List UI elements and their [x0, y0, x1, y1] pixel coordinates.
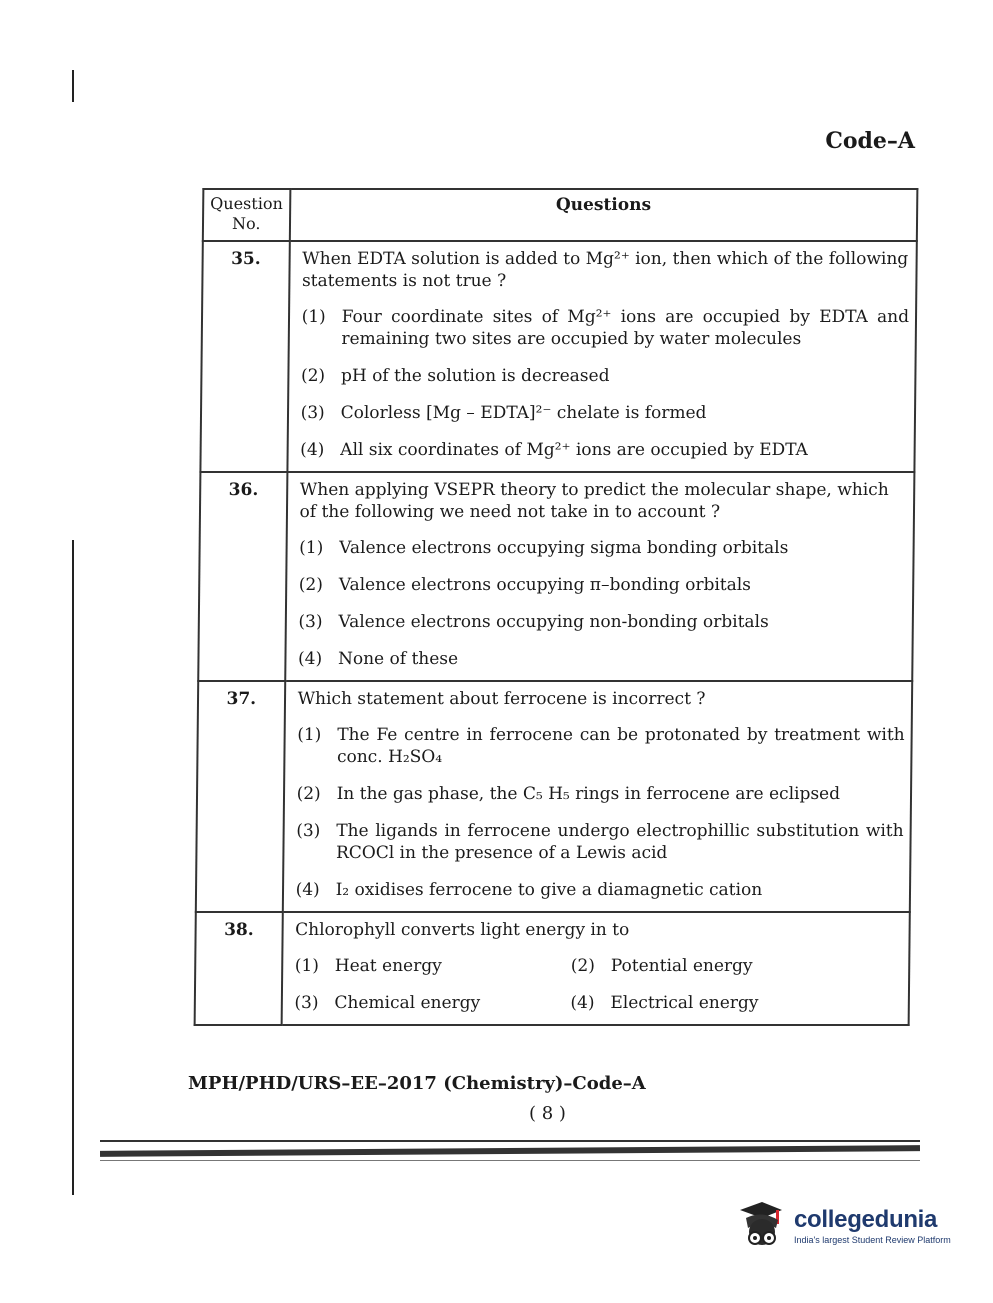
option: (4) I₂ oxidises ferrocene to give a diamagnetic cation — [295, 880, 763, 900]
question-number: 35. — [200, 241, 289, 472]
option: (1) The Fe centre in ferrocene can be protonated by treatment with conc. H₂SO₄ — [297, 725, 905, 767]
option: (2) Valence electrons occupying π–bonding orbitals — [298, 575, 752, 595]
footer-rule-thick — [100, 1145, 920, 1157]
logo-text — [794, 1206, 951, 1245]
options-grid — [294, 955, 902, 1014]
option: (3) The ligands in ferrocene undergo electrophillic substitution with RCOCl in the presence of a Lewis acid — [296, 821, 904, 863]
footer-rule — [100, 1140, 920, 1142]
question-body — [287, 241, 917, 472]
footer-rule-thin — [100, 1160, 920, 1161]
question-row-36 — [198, 472, 914, 681]
column-header-questions: Questions — [289, 189, 917, 241]
question-stem: When EDTA solution is added to Mg²⁺ ion, then which of the following statements is not true ? — [301, 249, 909, 291]
page-number: ( 8 ) — [529, 1103, 566, 1124]
option: (4) All six coordinates of Mg²⁺ ions are occupied by EDTA — [300, 440, 808, 460]
question-number: 36. — [198, 472, 287, 681]
option: (3) Valence electrons occupying non-bonding orbitals — [298, 612, 769, 632]
question-row-38 — [195, 912, 910, 1025]
option: (4) None of these — [297, 649, 459, 669]
question-table — [194, 188, 919, 1026]
option: (3) Colorless [Mg – EDTA]²⁻ chelate is formed — [300, 403, 707, 423]
paper-code: Code–A — [825, 128, 915, 154]
table-header-row — [203, 189, 918, 241]
question-stem: Chlorophyll converts light energy in to — [295, 920, 630, 940]
question-row-37 — [196, 681, 912, 912]
question-body — [285, 472, 915, 681]
option: (4) Electrical energy — [570, 993, 759, 1013]
option: (2) Potential energy — [570, 956, 753, 976]
logo-name: collegedunia — [794, 1205, 938, 1233]
option: (2) pH of the solution is decreased — [300, 366, 610, 386]
option: (1) Four coordinate sites of Mg²⁺ ions are occupied by EDTA and remaining two sites are occupied by water molecules — [301, 307, 910, 349]
option: (2) In the gas phase, the C₅ H₅ rings in ferrocene are eclipsed — [296, 784, 841, 804]
question-stem: Which statement about ferrocene is incorrect ? — [297, 689, 706, 709]
option: (1) Heat energy — [294, 956, 442, 976]
question-row-35 — [200, 241, 916, 472]
column-header-qno: Question No. — [203, 189, 290, 241]
collegedunia-logo — [736, 1198, 951, 1252]
left-margin-line — [72, 70, 74, 102]
question-body — [281, 912, 910, 1025]
question-stem: When applying VSEPR theory to predict the molecular shape, which of the following we need not take in to account ? — [299, 480, 889, 522]
option: (3) Chemical energy — [294, 993, 481, 1013]
mascot-icon — [736, 1198, 786, 1252]
question-number: 37. — [196, 681, 285, 912]
footer-paper-code: MPH/PHD/URS–EE–2017 (Chemistry)–Code–A — [188, 1073, 646, 1094]
option: (1) Valence electrons occupying sigma bonding orbitals — [299, 538, 789, 558]
logo-tagline: India's largest Student Review Platform — [794, 1234, 951, 1245]
question-body — [282, 681, 912, 912]
left-binding-line — [72, 540, 74, 1195]
question-number: 38. — [195, 912, 283, 1025]
